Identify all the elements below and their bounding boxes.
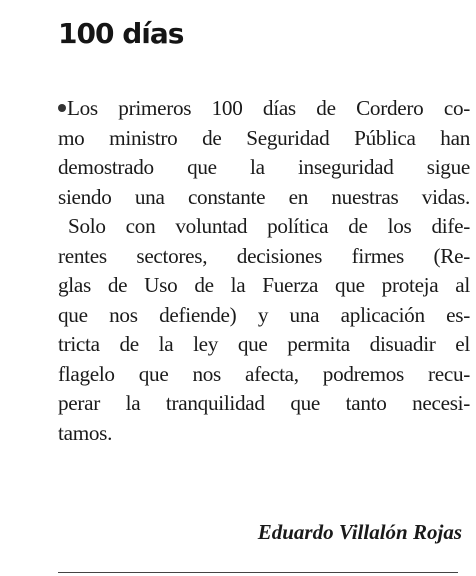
paragraph-line: perar la tranquilidad que tanto necesi- — [58, 391, 470, 415]
paragraph-line: que nos defiende) y una aplicación es- — [58, 302, 470, 327]
paragraph-line: tamos. — [58, 420, 113, 445]
bullet-icon — [58, 104, 66, 112]
paragraph-2 — [58, 212, 470, 448]
paragraph-line: Solo con voluntad política de los dife- — [68, 214, 470, 238]
paragraph-line: mo ministro de Seguridad Pública han — [58, 125, 470, 150]
article-body — [58, 94, 470, 448]
article-headline: 100 días — [58, 17, 184, 50]
paragraph-line: siendo una constante en nuestras vidas. — [58, 184, 470, 209]
bottom-divider — [58, 572, 458, 573]
paragraph-line: glas de Uso de la Fuerza que proteja al — [58, 273, 470, 297]
paragraph-line: demostrado que la inseguridad sigue — [58, 155, 470, 179]
paragraph-line: tricta de la ley que permita disuadir el — [58, 332, 470, 356]
paragraph-1 — [58, 94, 470, 212]
paragraph-line: Los primeros 100 días de Cordero co- — [58, 94, 470, 124]
paragraph-line: flagelo que nos afecta, podremos recu- — [58, 361, 470, 386]
paragraph-line: rentes sectores, decisiones firmes (Re- — [58, 243, 470, 268]
author-signature: Eduardo Villalón Rojas — [257, 520, 462, 544]
